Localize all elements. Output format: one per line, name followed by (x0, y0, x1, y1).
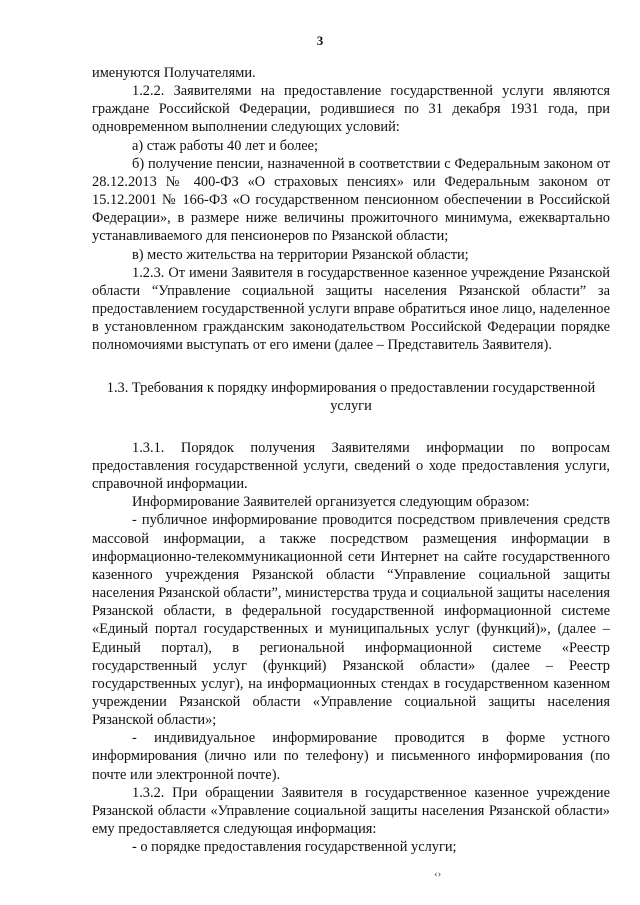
footer-mark: ‹› (434, 868, 442, 880)
paragraph: 1.2.3. От имени Заявителя в государственное казенное учреждение Рязанской области “Управление социальной защиты населения Рязанской области” за предоставлением государственной услуги вправе обратиться иное лицо, наделенное в установленном гражданским законодательством Российской Федерации порядке полномочиями выступать от его имени (далее – Представитель Заявителя). (92, 264, 610, 354)
list-item: а) стаж работы 40 лет и более; (132, 137, 319, 154)
paragraph: 1.2.2. Заявителями на предоставление государственной услуги являются граждане Российской Федерации, родившиеся по 31 декабря 1931 года, при одновременном выполнении следующих условий: (92, 83, 610, 136)
document-body (92, 64, 610, 856)
list-item: - о порядке предоставления государственной услуги; (132, 839, 457, 856)
paragraph: 1.3.2. При обращении Заявителя в государственное казенное учреждение Рязанской области «Управление социальной защиты населения Рязанской области» ему предоставляется следующая информация: (92, 784, 610, 838)
list-item: в) место жительства на территории Рязанской области; (132, 246, 469, 263)
list-item: - индивидуальное информирование проводится в форме устного информирования (лично или по телефону) и письменного информирования (по почте или электронной почте). (92, 730, 610, 783)
paragraph: именуются Получателями. (92, 65, 256, 81)
paragraph: Информирование Заявителей организуется следующим образом: (132, 494, 530, 511)
paragraph: 1.3.1. Порядок получения Заявителями информации по вопросам предоставления государственной услуги, сведений о ходе предоставления услуги, справочной информации. (92, 439, 610, 493)
list-item: б) получение пенсии, назначенной в соответствии с Федеральным законом от 28.12.2013 № 400-ФЗ «О страховых пенсиях» или Федеральным законом от 15.12.2001 № 166-ФЗ «О государственном пенсионном обеспечении в Российской Федерации», в размере ниже величины прожиточного минимума, ежеквартально устанавливаемого для пенсионеров по Рязанской области; (92, 155, 610, 245)
list-item: - публичное информирование проводится посредством привлечения средств массовой информации, а также посредством размещения информации в информационно-телекоммуникационной сети Интернет на сайте государственного казенного учреждения Рязанской области “Управление социальной защиты населения Рязанской области”, министерства труда и социальной защиты населения Рязанской области, в федеральной государственной информационной системе «Единый портал государственных и муниципальных услуг (функций)», (далее – Единый портал), в региональной информационной системе «Реестр государственный услуг (функций) Рязанской области» (далее – Реестр государственных услуг), на информационных стендах в государственном казенном учреждении Рязанской области «Управление социальной защиты населения Рязанской области»; (92, 512, 610, 729)
page-number: 3 (316, 33, 324, 48)
section-heading: 1.3. Требования к порядку информирования о предоставлении государственной услуги (106, 379, 596, 414)
